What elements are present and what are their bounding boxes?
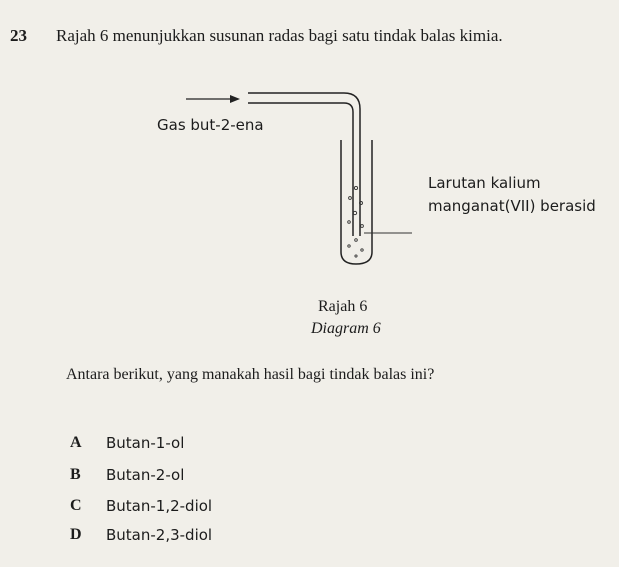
- gas-flow-arrow-icon: [186, 95, 240, 103]
- diagram-caption-malay: Rajah 6: [318, 298, 368, 315]
- question-prompt: Antara berikut, yang manakah hasil bagi tindak balas ini?: [66, 366, 435, 383]
- solution-label-line1: Larutan kalium: [428, 174, 541, 192]
- option-d-text: Butan-2,3-diol: [106, 526, 213, 544]
- option-b-text: Butan-2-ol: [106, 466, 185, 484]
- delivery-tube: [248, 93, 360, 236]
- option-c-text: Butan-1,2-diol: [106, 497, 213, 515]
- option-a-letter: A: [70, 434, 82, 451]
- option-c-letter: C: [70, 497, 82, 514]
- diagram-caption-english: Diagram 6: [311, 320, 381, 337]
- question-text: Rajah 6 menunjukkan susunan radas bagi satu tindak balas kimia.: [56, 26, 503, 45]
- question-number: 23: [10, 26, 27, 45]
- option-d-letter: D: [70, 526, 82, 543]
- option-b-letter: B: [70, 466, 81, 483]
- solution-label-line2: manganat(VII) berasid: [428, 197, 596, 215]
- option-a-text: Butan-1-ol: [106, 434, 185, 452]
- gas-label: Gas but-2-ena: [157, 116, 264, 134]
- gas-bubbles: [348, 186, 364, 257]
- test-tube: [341, 140, 372, 264]
